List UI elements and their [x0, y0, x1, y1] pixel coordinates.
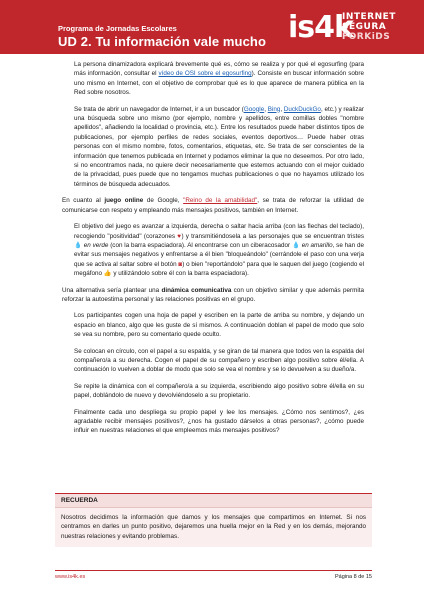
paragraph-step-3: Se repite la dinámica con el compañero/a a su izquierda, escribiendo algo positivo sobre él/ella en su papel, doblándolo de nuevo y devolviéndoselo a su propietario.: [74, 382, 364, 400]
paragraph-game: En cuanto al juego online de Google, "Reino de la amabilidad", se trata de reforzar la utilidad de comunicarse con respeto y empleando más mensajes positivos, también en Internet.: [62, 197, 365, 214]
osi-video-link[interactable]: vídeo de OSI sobre el egosurfing: [158, 70, 252, 78]
unit-title: UD 2. Tu información vale mucho: [58, 34, 267, 49]
megaphone-icon: 👍: [103, 270, 112, 278]
bing-link[interactable]: Bing: [267, 105, 281, 113]
paragraph-step-1: Los participantes cogen una hoja de papel y escriben en la parte de arriba su nombre, y dejando un espacio en blanco, algo que les guste de sí mismos. A continuación doblan el papel de modo que solo se vea su nombre, pero su comentario quede oculto.: [74, 312, 364, 339]
page-number: Página 8 de 15: [334, 574, 372, 580]
footer-divider: [55, 570, 372, 571]
paragraph-search: Se trata de abrir un navegador de Internet, ir a un buscador (Google, Bing, DuckDuckGo, etc.) y realizar una búsqueda sobre uno mismo (por ejemplo, nombre y apellidos, entre comillas dobles "nombre apellidos", añadiendo la localidad o provincia, etc.). Entre los resultados puede haber distintos tipos de publicaciones, por ejemplo perfiles de redes sociales, eventos deportivos… Puede haber otras personas con el mismo nombre, fotos, comentarios, etiquetas, etc. Se trata de ser conscientes de la información que tenemos publicada en Internet y podamos eliminar la que no deseemos. Por otro lado, si no encontramos nada, no quiere decir necesariamente que estemos actuando con el mejor cuidado de la privacidad, pues puede que no tengamos muchas publicaciones o que no hayamos utilizado los términos de búsqueda adecuados.: [74, 105, 365, 188]
button-icon: ◙: [178, 260, 183, 268]
recuerda-box: [55, 493, 372, 547]
tear-icon: 💧: [74, 241, 82, 249]
tear-icon: 💧: [291, 241, 300, 249]
paragraph-game-objective: El objetivo del juego es avanzar a izquierda, derecha o saltar hacia arriba (con las flechas del teclado), recogiendo "positividad" (corazones ♥) y transmitiéndosela a las personajes que se encuentran tristes 💧 en verde (con la barra espaciadora). Al encontrarse con un ciberacosador 💧 en amarillo, se han de evitar sus mensajes negativos y enfrentarse a él bien "bloqueándolo" (cerrándole el paso con una verja que se activa al saltar sobre el botón ◙) o bien "reportándolo" para que le saquen del juego (cogiendo el megáfono 👍 y utilizándolo sobre él con la barra espaciadora).: [74, 223, 365, 278]
program-title: Programa de Jornadas Escolares: [58, 24, 177, 33]
paragraph-alternative: Una alternativa sería plantear una dinámica comunicativa con un objetivo similar y que además permita reforzar la autoestima personal y las relaciones positivas en el grupo.: [62, 286, 364, 303]
paragraph-step-2: Se colocan en círculo, con el papel a su espalda, y se giran de tal manera que todos ven la espalda del compañero/a a su derecha. Cogen el papel de su compañero y escriben algo positivo sobre él/ella. A continuación lo vuelven a doblar de modo que solo se vea el nombre y se lo devuelven a su dueño/a.: [74, 347, 364, 374]
page-header: [0, 0, 424, 54]
paragraph-step-4: Finalmente cada uno despliega su propio papel y lee los mensajes. ¿Cómo nos sentimos?, ¿es agradable recibir mensajes positivos?, ¿nos ha gustado dárselos a otras personas?, ¿cómo puede influir en nuestras relaciones el que empleemos más mensajes positivos?: [74, 408, 364, 435]
heart-icon: ♥: [177, 232, 182, 240]
recuerda-body: Nosotros decidimos la información que damos y los mensajes que compartimos en Internet. Si nos centramos en darles un punto positivo, dejaremos una huella mejor en la Red y en los demás, mejorando nuestras relaciones y evitando problemas.: [61, 514, 366, 540]
main-content: [62, 60, 364, 443]
footer-url[interactable]: www.is4k.es: [55, 574, 86, 580]
reino-amabilidad-link[interactable]: "Reino de la amabilidad": [183, 197, 258, 205]
logo-text: INTERNET SEGURA FORKiDS: [342, 12, 396, 42]
logo-mark: is4k: [288, 10, 353, 45]
recuerda-title: RECUERDA: [55, 494, 372, 508]
is4k-logo: [288, 8, 414, 48]
google-link[interactable]: Google: [243, 105, 265, 113]
paragraph-egosurfing: La persona dinamizadora explicará brevemente qué es, cómo se realiza y por qué el egosurfing (para más información, consultar el vídeo de OSI sobre el egosurfing). Consiste en buscar información sobre uno mismo en Internet, con el objetivo de comprobar qué es lo que aparece de manera pública en la Red sobre nosotros.: [74, 61, 365, 97]
duckduckgo-link[interactable]: DuckDuckGo: [283, 105, 321, 113]
